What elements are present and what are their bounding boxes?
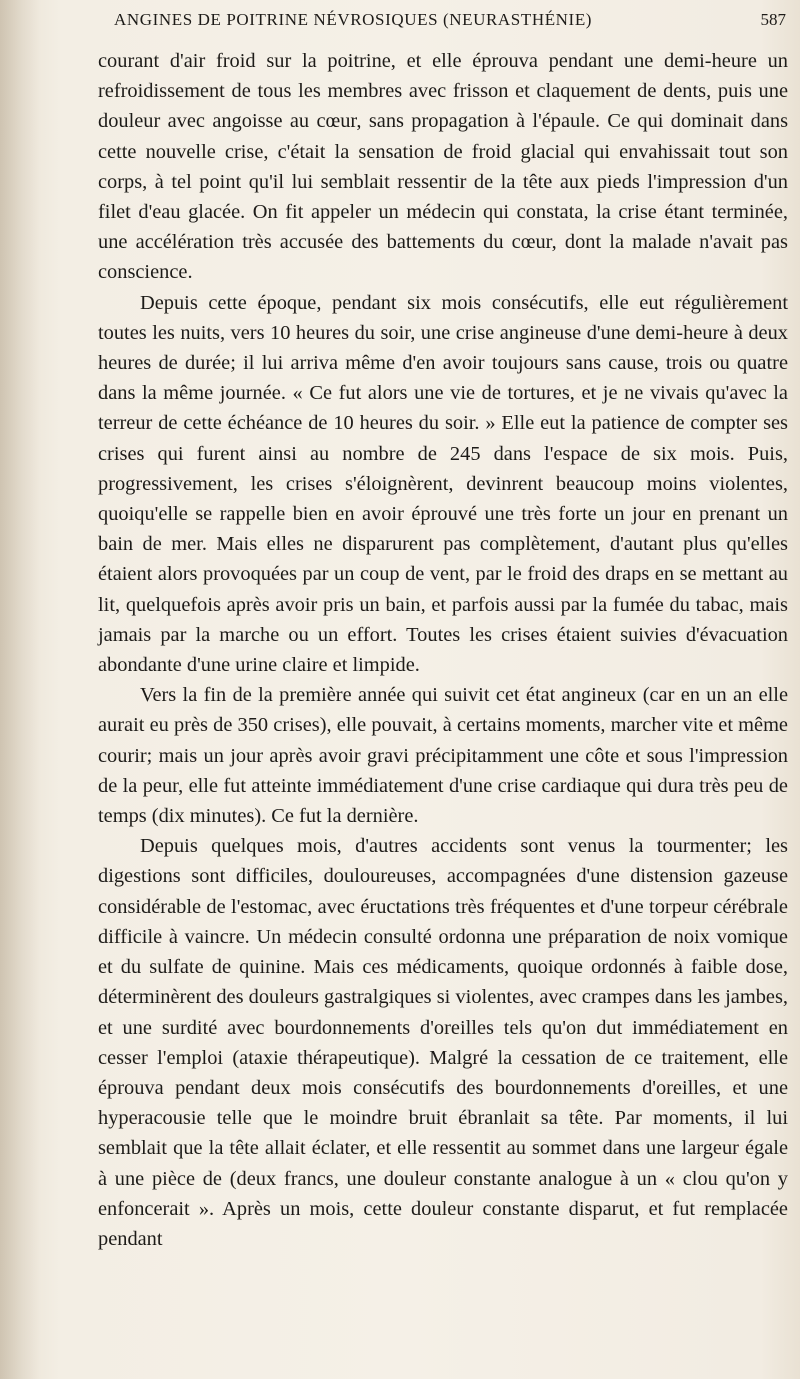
paragraph: Vers la fin de la première année qui suivit cet état angineux (car en un an elle aurait eu près de 350 crises), elle pouvait, à certains moments, marcher vite et même courir; mais un jour après avoir gravi précipitamment une côte et sous l'impression de la peur, elle fut atteinte immédiatement d'une crise cardiaque qui dura très peu de temps (dix minutes). Ce fut la dernière. [98, 684, 788, 828]
body-text [98, 46, 788, 1254]
spine-shadow [0, 0, 40, 1379]
paragraph: courant d'air froid sur la poitrine, et elle éprouva pendant une demi-heure un refroidissement de tous les membres avec frisson et claquement de dents, puis une douleur avec angoisse au cœur, sans propagation à l'épaule. Ce qui dominait dans cette nouvelle crise, c'était la sensation de froid glacial qui envahissait tout son corps, à tel point qu'il lui semblait ressentir de la tête aux pieds l'impression d'un filet d'eau glacée. On fit appeler un médecin qui constata, la crise étant terminée, une accélération très accusée des battements du cœur, dont la malade n'avait pas conscience. [98, 50, 788, 284]
running-title: ANGINES DE POITRINE NÉVROSIQUES (NEURASTHÉNIE) [114, 10, 593, 29]
paragraph: Depuis quelques mois, d'autres accidents sont venus la tourmenter; les digestions sont difficiles, douloureuses, accompagnées d'une distension gazeuse considérable de l'estomac, avec éructations très fréquentes et d'une torpeur cérébrale difficile à vaincre. Un médecin consulté ordonna une préparation de noix vomique et du sulfate de quinine. Mais ces médicaments, quoique ordonnés à faible dose, déterminèrent des douleurs gastralgiques si violentes, avec crampes dans les jambes, et une surdité avec bourdonnements d'oreilles tels qu'on dut immédiatement en cesser l'emploi (ataxie thérapeutique). Malgré la cessation de ce traitement, elle éprouva pendant deux mois consécutifs des bourdonnements d'oreilles, et une hyperacousie telle que le moindre bruit ébranlait sa tête. Par moments, il lui semblait que la tête allait éclater, et elle ressentit au sommet dans une largeur égale à une pièce de (deux francs, une douleur constante analogue à un « clou qu'on y enfoncerait ». Après un mois, cette douleur constante disparut, et fut remplacée pendant [98, 835, 788, 1250]
page-number: 587 [760, 10, 786, 29]
paragraph: Depuis cette époque, pendant six mois consécutifs, elle eut régulièrement toutes les nuits, vers 10 heures du soir, une crise angineuse d'une demi-heure à deux heures de durée; il lui arriva même d'en avoir toujours sans cause, trois ou quatre dans la même journée. « Ce fut alors une vie de tortures, et je ne vivais qu'avec la terreur de cette échéance de 10 heures du soir. » Elle eut la patience de compter ses crises qui furent ainsi au nombre de 245 dans l'espace de six mois. Puis, progressivement, les crises s'éloignèrent, devinrent beaucoup moins violentes, quoiqu'elle se rappelle bien en avoir éprouvé une très forte un jour en prenant un bain de mer. Mais elles ne disparurent pas complètement, d'autant plus qu'elles étaient alors provoquées par un coup de vent, par le froid des draps en se mettant au lit, quelquefois après avoir pris un bain, et parfois aussi par la fumée du tabac, mais jamais par la marche ou un effort. Toutes les crises étaient suivies d'évacuation abondante d'une urine claire et limpide. [98, 291, 788, 677]
running-head [100, 10, 786, 34]
